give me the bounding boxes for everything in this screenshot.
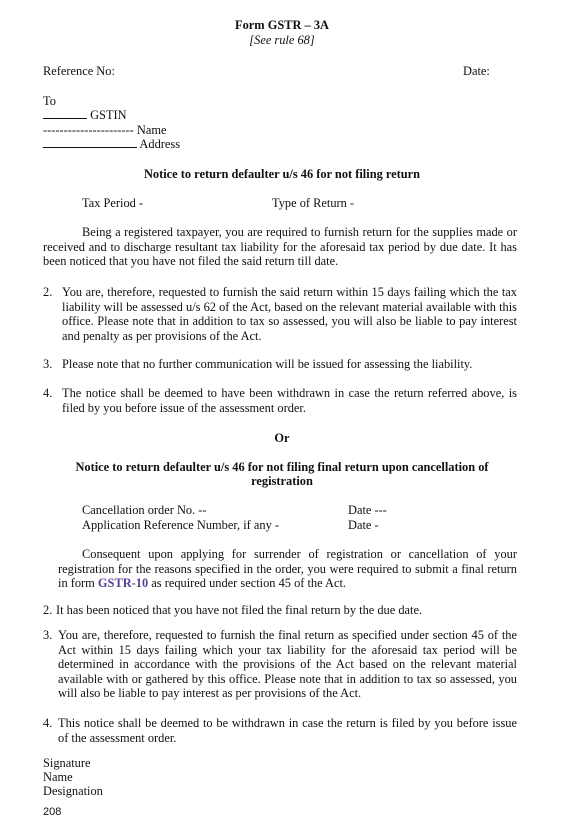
rule-reference: [See rule 68] bbox=[249, 33, 315, 47]
gstin-blank bbox=[43, 118, 87, 119]
item-number: 3. bbox=[43, 628, 53, 642]
item-number: 4. bbox=[43, 386, 53, 400]
cancellation-date-label: Date --- bbox=[348, 503, 387, 517]
application-reference-label: Application Reference Number, if any - bbox=[82, 518, 279, 532]
item-text: This notice shall be deemed to be withdrawn in case the return is filed by you before issue of the assessment order. bbox=[58, 716, 517, 745]
page-number: 208 bbox=[43, 806, 62, 818]
notice2-item-3 bbox=[43, 628, 517, 701]
name-label: Name bbox=[136, 123, 167, 137]
designation-label: Designation bbox=[43, 784, 103, 798]
item-text: The notice shall be deemed to have been withdrawn in case the return referred above, is filed by you before issue of the assessment order. bbox=[62, 386, 517, 415]
notice1-paragraph-1: Being a registered taxpayer, you are required to furnish return for the supplies made or received and to discharge resultant tax liability for the aforesaid tax period by due date. It has been noticed that you have not filed the said return till date. bbox=[43, 225, 517, 269]
cancellation-order-label: Cancellation order No. -- bbox=[82, 503, 207, 517]
address-line bbox=[43, 137, 180, 152]
para-text-before: Consequent upon applying for surrender of registration or cancellation of your registration for the reasons specified in the order, you were required to submit a final return in form bbox=[58, 547, 517, 591]
gstin-label: GSTIN bbox=[90, 108, 127, 122]
address-blank bbox=[43, 147, 137, 148]
notice2-heading-line-2: registration bbox=[251, 474, 313, 488]
item-number: 2. bbox=[43, 285, 53, 299]
notice2-paragraph-1 bbox=[58, 547, 517, 591]
notice1-heading: Notice to return defaulter u/s 46 for not filing return bbox=[143, 167, 421, 181]
para-text-after: as required under section 45 of the Act. bbox=[148, 576, 347, 591]
item-number: 3. bbox=[43, 357, 53, 371]
tax-period-label: Tax Period - bbox=[82, 196, 144, 210]
item-number: 2. bbox=[43, 603, 53, 617]
signature-label: Signature bbox=[43, 756, 91, 770]
name-label-footer: Name bbox=[43, 770, 73, 784]
name-dashes: ---------------------- bbox=[43, 123, 134, 137]
name-line bbox=[43, 123, 166, 138]
notice2-heading-line-1: Notice to return defaulter u/s 46 for not filing final return upon cancellation of bbox=[75, 460, 489, 474]
item-text: It has been noticed that you have not filed the final return by the due date. bbox=[56, 603, 423, 617]
notice2-item-4 bbox=[43, 716, 517, 745]
notice1-item-3 bbox=[43, 357, 517, 372]
item-text: Please note that no further communication will be issued for assessing the liability. bbox=[62, 357, 473, 371]
gstr-10-link[interactable]: GSTR-10 bbox=[97, 576, 149, 591]
item-text: You are, therefore, requested to furnish the said return within 15 days failing which the tax liability will be assessed u/s 62 of the Act, based on the relevant material available with this office. Please note that in addition to tax so assessed, you will also be liable to pay interest and penalty as per provisions of the Act. bbox=[62, 285, 517, 343]
notice1-item-2 bbox=[43, 285, 517, 343]
address-label: Address bbox=[139, 137, 181, 151]
type-of-return-label: Type of Return - bbox=[272, 196, 355, 210]
reference-number-label: Reference No: bbox=[43, 64, 115, 78]
notice1-item-4 bbox=[43, 386, 517, 415]
date-label: Date: bbox=[463, 64, 490, 78]
or-separator: Or bbox=[274, 431, 290, 445]
item-number: 4. bbox=[43, 716, 53, 730]
item-text: You are, therefore, requested to furnish the final return as specified under section 45 of the Act within 15 days failing which your tax liability for the aforesaid tax period will be determined in accordance with the provisions of the Act based on the relevant material available with or gathered by this office. Please note that in addition to tax so assessed, you will also be liable to pay interest as per provisions of the Act. bbox=[58, 628, 517, 701]
to-label: To bbox=[43, 94, 56, 108]
gstin-line bbox=[43, 108, 127, 123]
notice2-item-2 bbox=[43, 603, 517, 618]
form-title: Form GSTR – 3A bbox=[235, 18, 329, 32]
application-date-label: Date - bbox=[348, 518, 379, 532]
